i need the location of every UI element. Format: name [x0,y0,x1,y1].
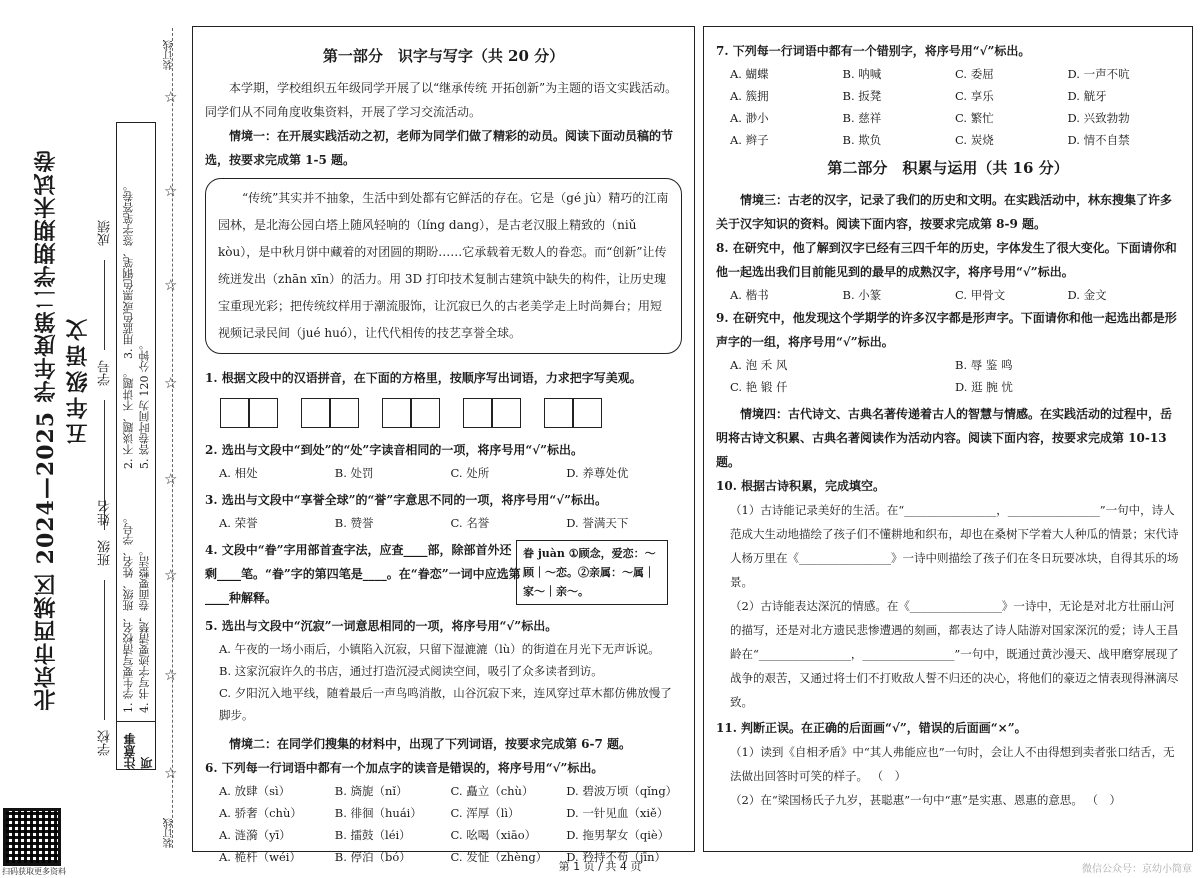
option[interactable]: A. 相处 [219,466,258,480]
option[interactable]: A. 放肆（sì） [219,784,291,798]
scene3-text: 情境三：古老的汉字，记录了我们的历史和文明。在实践活动中，林东搜集了许多关于汉字知识的资料。阅读下面内容，按要求完成第 8-9 题。 [716,193,1173,231]
question-11: 11. 判断正误。在正确的后面画“√”，错误的后面画“×”。 [716,721,1027,735]
scene2-text: 情境二：在同学们搜集的材料中，出现了下列词语，按要求完成第 6-7 题。 [229,737,632,751]
name-label: 姓名 [98,500,113,526]
dictionary-entry: 眷 juàn ①顾念，爱恋：～顾｜～恋。②亲属：～属｜家～｜亲～。 [516,540,668,605]
option[interactable]: B. 小篆 [842,288,882,302]
option[interactable]: D. 逛 腕 忧 [955,380,1013,394]
option[interactable]: B. 慈祥 [842,111,882,125]
score-label: 成绩 [98,220,113,246]
option[interactable]: C. 夕阳沉入地平线，随着最后一声鸟鸣消散，山谷沉寂下来，连风穿过草木都仿佛放慢了脚步。 [219,686,672,722]
option[interactable]: D. 矜持不苟（jīn） [566,850,667,864]
exam-title: 北京市西城区 2024—2025 学年度第二学期期末试卷 [33,149,59,711]
option[interactable]: B. 擂鼓（léi） [334,828,411,842]
part1-title: 第一部分 识字与写字（共 20 分） [322,47,565,65]
notice-item-2: 2. 不谈题、不讲题。 [122,367,135,469]
question-11-1 [716,740,1180,788]
scene1-text: 情境一：在开展实践活动之初，老师为同学们做了精彩的动员。阅读下面动员稿的节选，按要求完成第 1-5 题。 [205,129,674,167]
question-9: 9. 在研究中，他发现这个学期学的许多汉字都是形声字。下面请你和他一起选出都是形声字的一组，将序号用“√”标出。 [716,311,1177,349]
option[interactable]: B. 欺负 [842,133,882,147]
answer-paren[interactable]: （ ） [1086,793,1121,807]
intro-text: 本学期，学校组织五年级同学开展了以“继承传统 开拓创新”为主题的语文实践活动。同学们从不同角度收集资料，开展了学习交流活动。 [205,81,678,119]
star-icon: ☆ [164,374,178,392]
passage-box [205,178,682,354]
option[interactable]: A. 辫子 [730,133,769,147]
watermark: 微信公众号：京幼小简章 [1082,864,1192,875]
qr-caption: 扫码获取更多资料 [2,867,66,876]
question-11-2 [716,788,1180,812]
number-label: 学号 [98,360,113,386]
option[interactable]: C. 委屈 [955,67,994,81]
answer-paren[interactable]: （ ） [871,769,907,783]
option[interactable]: C. 处所 [450,466,490,480]
question-3: 3. 选出与文段中“享誉全球”的“誉”字意思不同的一项，将序号用“√”标出。 [205,493,608,507]
notice-item-3: 3. 用蓝色或黑色钢笔、签字笔答卷。 [122,180,135,359]
answer-box-pair[interactable] [464,398,521,428]
question-11-1-text: （1）读到《自相矛盾》中“其人弗能应也”一句时，会让人不由得想到卖者张口结舌，无法做出回答时可笑的样子。 [730,745,1175,783]
option[interactable]: B. 呐喊 [842,67,882,81]
question-10: 10. 根据古诗积累，完成填空。 [716,479,886,493]
q7-options [716,63,1180,151]
question-7: 7. 下列每一行词语中都有一个错别字，将序号用“√”标出。 [716,44,1031,58]
option[interactable]: D. 拖男挈女（qiè） [566,828,670,842]
q8-options [716,284,1180,306]
star-icon: ☆ [164,666,178,684]
q5-options [205,638,682,726]
option[interactable]: C. 矗立（chù） [450,784,534,798]
scene4-text: 情境四：古代诗文、古典名著传递着古人的智慧与情感。在实践活动的过程中，岳明将古诗文积累、古典名著阅读作为活动内容。阅读下面内容，按要求完成第 10-13 题。 [716,407,1173,469]
option[interactable]: A. 午夜的一场小雨后，小镇陷入沉寂，只留下湿漉漉（lù）的街道在月光下无声诉说。 [219,642,660,656]
option[interactable]: B. 这家沉寂许久的书店，通过打造沉浸式阅读空间，吸引了众多读者到访。 [219,664,603,678]
q3-options [205,512,682,534]
star-icon: ☆ [164,764,178,782]
option[interactable]: D. 誉满天下 [566,516,629,530]
page-footer: 第 1 页 / 共 4 页 [558,860,642,873]
notice-item-5: 5. 答卷时间为 120 分钟。 [138,339,151,469]
number-line[interactable] [104,260,105,350]
option[interactable]: D. 一声不吭 [1067,67,1130,81]
question-2: 2. 选出与文段中“到处”的“处”字读音相同的一项，将序号用“√”标出。 [205,443,584,457]
q2-options [205,462,682,484]
option[interactable]: A. 簇拥 [730,89,769,103]
notice-head-text: 注意事项 [123,733,154,769]
question-10-1: （1）古诗能记录美好的生活。在“________________，________________”一句中，诗人范成大生动地描绘了孩子们不懂耕地和织布，却也在桑树下学着大人种瓜的情景；宋代诗人杨万里在《________________》一诗中则描绘了孩子们在冬日玩要冰块，自得其乐的场景。 [730,503,1179,589]
option[interactable]: A. 蝴蝶 [730,67,769,81]
writing-grid [205,398,682,428]
option[interactable]: D. 兴致勃勃 [1067,111,1130,125]
answer-box-pair[interactable] [221,398,278,428]
option[interactable]: C. 炭烧 [955,133,994,147]
star-icon: ☆ [164,566,178,584]
option[interactable]: B. 扳凳 [842,89,882,103]
question-11-2-text: （2）在“梁国杨氏子九岁，甚聪惠”一句中“惠”是实惠、恩惠的意思。 [730,793,1083,807]
answer-box-pair[interactable] [545,398,602,428]
star-icon: ☆ [164,88,178,106]
question-1: 1. 根据文段中的汉语拼音，在下面的方格里，按顺序写出词语，力求把字写美观。 [205,371,642,385]
question-4-block [205,538,682,610]
class-label: 班级 [98,540,113,566]
option[interactable]: A. 渺小 [730,111,769,125]
option[interactable]: D. 养尊处优 [566,466,629,480]
option[interactable]: D. 碧波万顷（qǐng） [566,784,678,798]
option[interactable]: C. 名誉 [450,516,490,530]
option[interactable]: B. 停泊（bó） [334,850,411,864]
question-6: 6. 下列每一行词语中都有一个加点字的读音是错误的，将序号用“√”标出。 [205,761,604,775]
star-icon: ☆ [164,470,178,488]
binding-label-top: 装订线 [164,40,175,70]
option[interactable]: A. 骄奢（chù） [219,806,302,820]
star-icon: ☆ [164,276,178,294]
option[interactable]: D. 一针见血（xiě） [566,806,669,820]
option[interactable]: B. 辱 鉴 鸣 [955,358,1013,372]
notice-item-4: 4. 书写字迹要清楚，卷面要整洁。 [138,545,151,713]
binding-label-bottom: 装订线 [164,818,175,848]
notice-head [117,721,155,769]
answer-box-pair[interactable] [302,398,359,428]
question-5: 5. 选出与文段中“沉寂”一词意思相同的一项，将序号用“√”标出。 [205,619,558,633]
option[interactable]: A. 桅杆（wéi） [219,850,301,864]
option[interactable]: C. 繁忙 [955,111,994,125]
option[interactable]: D. 金文 [1067,288,1107,302]
left-panel [192,26,695,864]
school-line[interactable] [104,580,105,720]
option[interactable]: A. 泡 禾 风 [730,358,788,372]
q6-options [205,780,682,868]
school-label: 学校 [98,730,113,756]
option[interactable]: B. 赞誉 [334,516,374,530]
exam-subject: 五年级语文 [65,315,91,445]
part2-title: 第二部分 积累与运用（共 16 分） [827,159,1069,177]
option[interactable]: D. 觥牙 [1067,89,1107,103]
binding-line [172,28,173,848]
answer-box-pair[interactable] [383,398,440,428]
option[interactable]: C. 浑厚（lì） [450,806,520,820]
option[interactable]: C. 享乐 [955,89,994,103]
notice-item-1: 1. 学生要写清校名、班级、姓名、学号。 [122,512,135,713]
option[interactable]: A. 荣誉 [219,516,258,530]
option[interactable]: C. 吆喝（xiāo） [450,828,537,842]
notice-box [116,122,156,770]
question-10-2: （2）古诗能表达深沉的情感。在《________________》一诗中，无论是对北方壮丽山河的描写，还是对北方遗民悲惨遭遇的刻画，都表达了诗人陆游对国家深沉的爱；诗人王昌龄在“________________，________________”一句中，既通过黄沙漫天、战甲磨穿展现了战争的艰苦，又通过将士们不打败敌人誓不归还的决心，将他们的豪迈之情表现得淋漓尽致。 [730,599,1179,709]
option[interactable]: B. 处罚 [334,466,374,480]
question-8: 8. 在研究中，他了解到汉字已经有三四千年的历史，字体发生了很大变化。下面请你和他一起选出我们目前能见到的最早的成熟汉字，将序号用“√”标出。 [716,241,1177,279]
q9-options [716,354,1180,398]
passage-text: “传统”其实并不抽象，生活中到处都有它鲜活的存在。它是（gé jù）精巧的江南园林，是北海公园白塔上随风轻响的（líng dang），是古老汉服上精致的（niǔ kòu），是中秋月饼中藏着的对团圆的期盼……它承载着无数人的眷恋。而“创新”让传统迸发出（zhān xīn）的活力。用 3D 打印技术复制古建筑中缺失的构件，让历史瑰宝重现光彩；把传统纹样用于潮流服饰，让沉寂已久的古老美学走上时尚舞台；用短视频记录民间（jué huó），让代代相传的技艺享誉全球。 [218,191,669,340]
right-panel [703,26,1193,852]
option[interactable]: D. 情不自禁 [1067,133,1130,147]
option[interactable]: C. 甲骨文 [955,288,1006,302]
option[interactable]: A. 楷书 [730,288,769,302]
option[interactable]: B. 旖旎（nǐ） [334,784,408,798]
binding-margin [0,0,190,878]
star-icon: ☆ [164,182,178,200]
option[interactable]: B. 徘徊（huái） [334,806,422,820]
question-4: 4. 文段中“眷”字用部首查字法，应查____部，除部首外还剩____笔。“眷”字的第四笔是____。在“眷恋”一词中应选第____种解释。 [205,543,521,605]
option[interactable]: C. 发怔（zhèng） [450,850,548,864]
option[interactable]: C. 艳 锻 仟 [730,380,788,394]
option[interactable]: A. 涟漪（yī） [219,828,291,842]
